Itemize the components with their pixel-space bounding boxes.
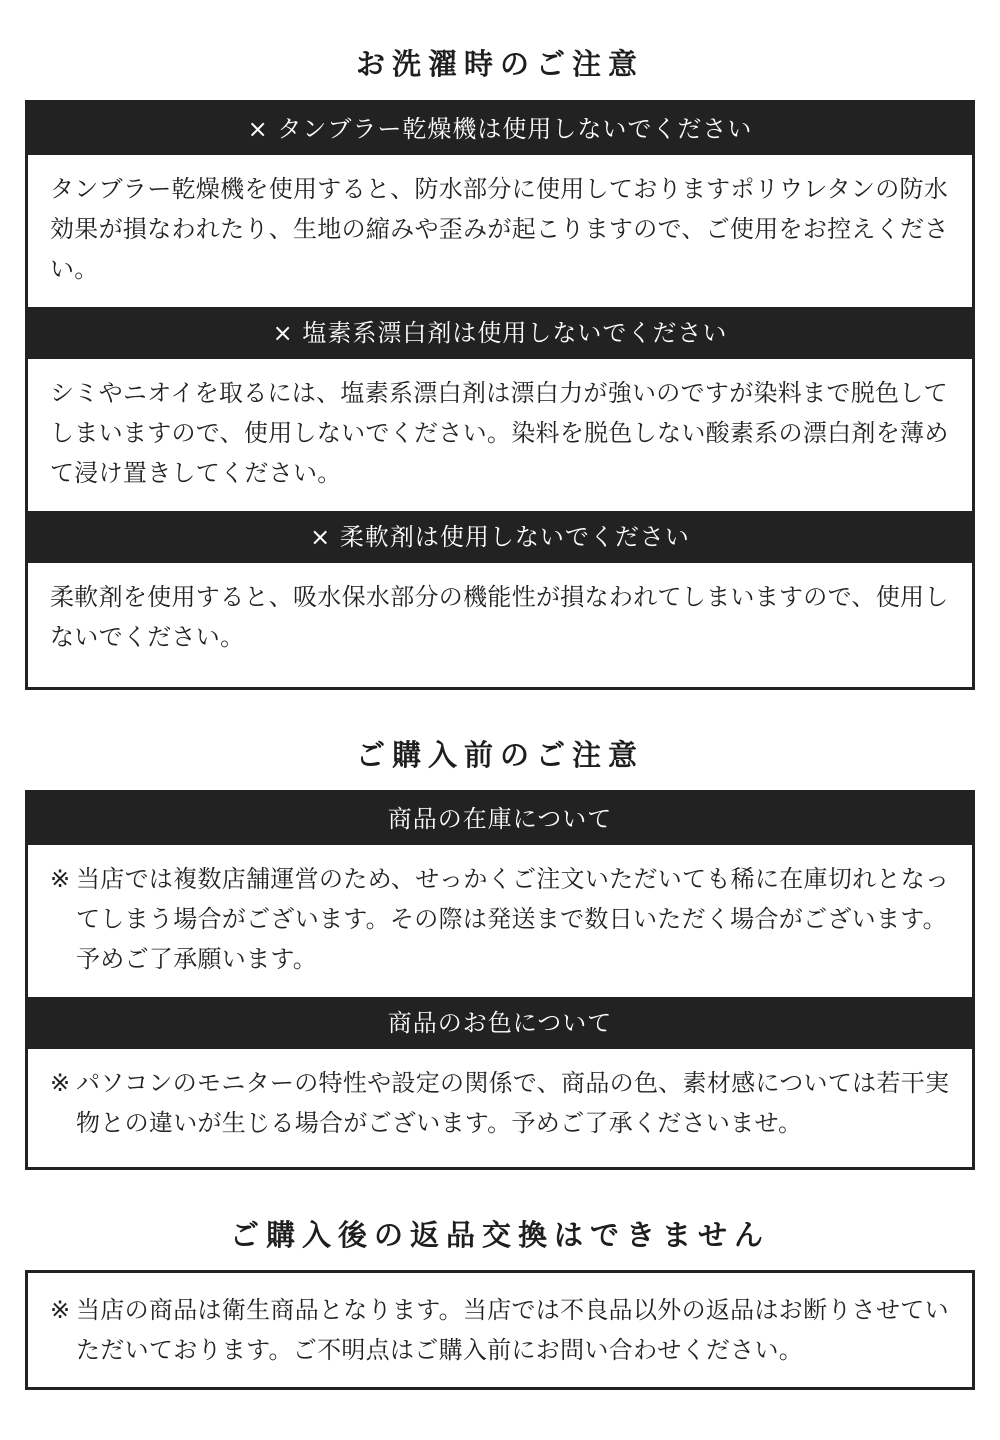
reference-mark: ※ bbox=[50, 1069, 71, 1097]
returns-note bbox=[28, 1273, 972, 1387]
chlorine-bleach-text: シミやニオイを取るには、塩素系漂白剤は漂白力が強いのですが染料まで脱色してしまいますので、使用しないでください。染料を脱色しない酸素系の漂白剤を薄めて浸け置きしてください。 bbox=[50, 379, 949, 487]
tumble-dryer-text: タンブラー乾燥機を使用すると、防水部分に使用しておりますポリウレタンの防水効果が損なわれたり、生地の縮みや歪みが起こりますので、ご使用をお控えください。 bbox=[50, 175, 949, 283]
stock-note bbox=[28, 845, 972, 997]
color-text: パソコンのモニターの特性や設定の関係で、商品の色、素材感については若干実物との違いが生じる場合がございます。予めご了承くださいませ。 bbox=[76, 1069, 950, 1137]
chlorine-bleach-heading: × 塩素系漂白剤は使用しないでください bbox=[28, 307, 972, 359]
purchase-caution-box bbox=[25, 790, 975, 1170]
returns-section-title: ご購入後の返品交換はできません bbox=[229, 1218, 770, 1252]
returns-text: 当店の商品は衛生商品となります。当店では不良品以外の返品はお断りさせていただいております。ご不明点はご購入前にお問い合わせください。 bbox=[76, 1296, 949, 1364]
purchase-section-title: ご購入前のご注意 bbox=[355, 738, 644, 772]
washing-section-title: お洗濯時のご注意 bbox=[355, 47, 644, 81]
stock-text: 当店では複数店舗運営のため、せっかくご注文いただいても稀に在庫切れとなってしまう場合がございます。その際は発送まで数日いただく場合がございます。予めご了承願います。 bbox=[76, 865, 950, 973]
reference-mark: ※ bbox=[50, 865, 71, 893]
color-note bbox=[28, 1049, 972, 1157]
reference-mark: ※ bbox=[50, 1296, 71, 1324]
tumble-dryer-heading: × タンブラー乾燥機は使用しないでください bbox=[28, 103, 972, 155]
stock-heading: 商品の在庫について bbox=[28, 793, 972, 845]
color-heading: 商品のお色について bbox=[28, 997, 972, 1049]
washing-caution-box bbox=[25, 100, 975, 690]
fabric-softener-text: 柔軟剤を使用すると、吸水保水部分の機能性が損なわれてしまいますので、使用しないでください。 bbox=[50, 583, 949, 651]
returns-box bbox=[25, 1270, 975, 1390]
fabric-softener-heading: × 柔軟剤は使用しないでください bbox=[28, 511, 972, 563]
